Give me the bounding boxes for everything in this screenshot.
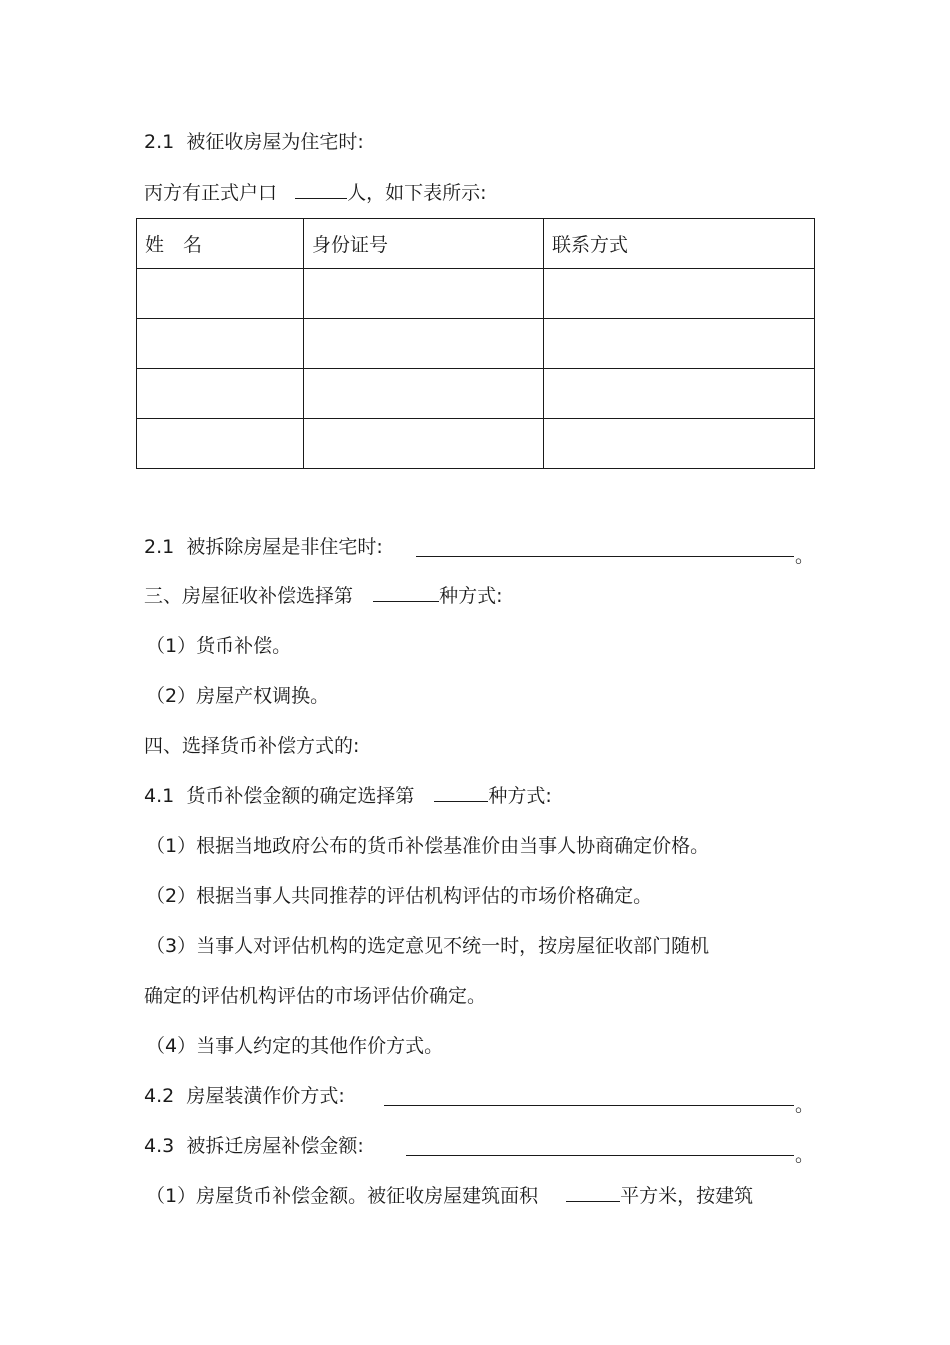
table-row: [137, 319, 815, 369]
table-cell[interactable]: [137, 419, 304, 469]
household-suffix: 人，如下表所示:: [347, 182, 487, 204]
section-4-2-line: [144, 1083, 345, 1109]
option-4-3-1-prefix: （1）房屋货币补偿金额。被征收房屋建筑面积: [146, 1185, 539, 1207]
section-4-3-line: [144, 1133, 364, 1159]
end-mark: 。: [795, 1094, 815, 1116]
household-prefix: 丙方有正式户口: [144, 182, 278, 204]
table-cell[interactable]: [544, 269, 815, 319]
section-number: 4.1: [144, 785, 175, 807]
table-cell[interactable]: [544, 319, 815, 369]
section-2-1-nonresidential: [144, 534, 383, 560]
valuation-choice-blank[interactable]: [434, 783, 488, 802]
section-3-line: [144, 583, 502, 609]
section-text: 被征收房屋为住宅时:: [186, 131, 364, 153]
header-id-number: 身份证号: [304, 219, 544, 269]
section-text: 被拆除房屋是非住宅时:: [186, 536, 383, 558]
section-3-suffix: 种方式:: [439, 585, 503, 607]
table-cell[interactable]: [304, 419, 544, 469]
option-3-1: （1）货币补偿。: [146, 635, 292, 657]
table-cell[interactable]: [304, 319, 544, 369]
option-4-1: （1）根据当地政府公布的货币补偿基准价由当事人协商确定价格。: [146, 835, 710, 857]
section-number: 2.1: [144, 536, 175, 558]
section-2-1-residential: [144, 129, 364, 155]
section-text: 房屋装潢作价方式:: [186, 1085, 345, 1107]
option-4-2: （2）根据当事人共同推荐的评估机构评估的市场价格确定。: [146, 885, 653, 907]
section-4-heading: 四、选择货币补偿方式的:: [144, 735, 360, 757]
household-table: [136, 218, 815, 469]
end-mark: 。: [795, 1144, 815, 1166]
table-cell[interactable]: [137, 369, 304, 419]
end-mark: 。: [795, 545, 815, 567]
table-row: [137, 269, 815, 319]
decoration-fill-line[interactable]: [384, 1104, 794, 1106]
compensation-amount-fill-line[interactable]: [406, 1154, 794, 1156]
section-4-1-suffix: 种方式:: [488, 785, 552, 807]
section-text: 被拆迁房屋补偿金额:: [186, 1135, 364, 1157]
table-cell[interactable]: [544, 419, 815, 469]
header-name: 姓 名: [137, 219, 304, 269]
nonresidential-fill-line[interactable]: [416, 555, 794, 557]
option-4-4: （4）当事人约定的其他作价方式。: [146, 1035, 444, 1057]
household-count-blank[interactable]: [295, 180, 347, 199]
section-number: 4.3: [144, 1135, 175, 1157]
header-contact: 联系方式: [544, 219, 815, 269]
table-cell[interactable]: [544, 369, 815, 419]
option-4-3-1-suffix: 平方米，按建筑: [620, 1185, 754, 1207]
section-3-prefix: 三、房屋征收补偿选择第: [144, 585, 354, 607]
option-4-3-1-line: [146, 1183, 753, 1209]
section-4-1-prefix: 货币补偿金额的确定选择第: [186, 785, 415, 807]
household-line: [144, 180, 486, 206]
table-cell[interactable]: [137, 269, 304, 319]
table-cell[interactable]: [304, 369, 544, 419]
option-4-3-first-line: （3）当事人对评估机构的选定意见不统一时，按房屋征收部门随机: [146, 935, 710, 957]
section-4-1-line: [144, 783, 552, 809]
option-3-2: （2）房屋产权调换。: [146, 685, 330, 707]
section-number: 2.1: [144, 131, 175, 153]
table-row: [137, 369, 815, 419]
table-cell[interactable]: [137, 319, 304, 369]
compensation-choice-blank[interactable]: [373, 583, 439, 602]
area-blank[interactable]: [566, 1183, 620, 1202]
section-number: 4.2: [144, 1085, 175, 1107]
table-cell[interactable]: [304, 269, 544, 319]
option-4-3-second-line: 确定的评估机构评估的市场评估价确定。: [144, 985, 487, 1007]
table-header-row: [137, 219, 815, 269]
table-row: [137, 419, 815, 469]
